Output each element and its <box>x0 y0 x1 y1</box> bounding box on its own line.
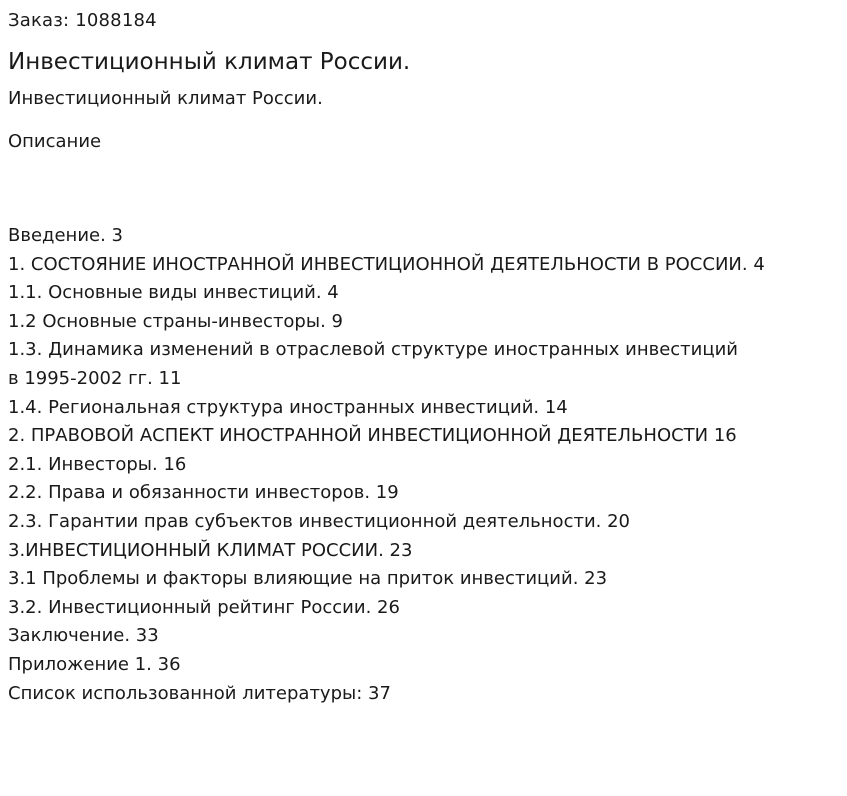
toc-line: 1.4. Региональная структура иностранных инвестиций. 14 <box>8 396 568 418</box>
toc-line: 2.3. Гарантии прав субъектов инвестиционной деятельности. 20 <box>8 510 630 532</box>
page-title: Инвестиционный климат России. <box>8 49 411 75</box>
toc-line: 3.ИНВЕСТИЦИОННЫЙ КЛИМАТ РОССИИ. 23 <box>8 539 413 561</box>
toc-line: 1. СОСТОЯНИЕ ИНОСТРАННОЙ ИНВЕСТИЦИОННОЙ ДЕЯТЕЛЬНОСТИ В РОССИИ. 4 <box>8 253 765 275</box>
toc-line: 2. ПРАВОВОЙ АСПЕКТ ИНОСТРАННОЙ ИНВЕСТИЦИОННОЙ ДЕЯТЕЛЬНОСТИ 16 <box>8 425 737 447</box>
toc-line: 3.2. Инвестиционный рейтинг России. 26 <box>8 596 400 618</box>
toc-line: Список использованной литературы: 37 <box>8 682 391 704</box>
toc-line: в 1995-2002 гг. 11 <box>8 367 182 389</box>
toc-line: 1.2 Основные страны-инвесторы. 9 <box>8 310 343 332</box>
toc-line: 1.3. Динамика изменений в отраслевой структуре иностранных инвестиций <box>8 339 738 361</box>
toc-line: 2.1. Инвесторы. 16 <box>8 453 187 475</box>
toc-line: Заключение. 33 <box>8 625 159 647</box>
toc-line: 3.1 Проблемы и факторы влияющие на приток инвестиций. 23 <box>8 568 608 590</box>
table-of-contents <box>8 222 839 708</box>
toc-line: Введение. 3 <box>8 225 123 246</box>
description-heading: Описание <box>8 131 102 152</box>
toc-line: 2.2. Права и обязанности инвесторов. 19 <box>8 482 399 504</box>
page-subtitle: Инвестиционный климат России. <box>8 88 323 109</box>
toc-line: 1.1. Основные виды инвестиций. 4 <box>8 282 339 304</box>
toc-line: Приложение 1. 36 <box>8 653 181 675</box>
order-number: Заказ: 1088184 <box>8 10 157 31</box>
